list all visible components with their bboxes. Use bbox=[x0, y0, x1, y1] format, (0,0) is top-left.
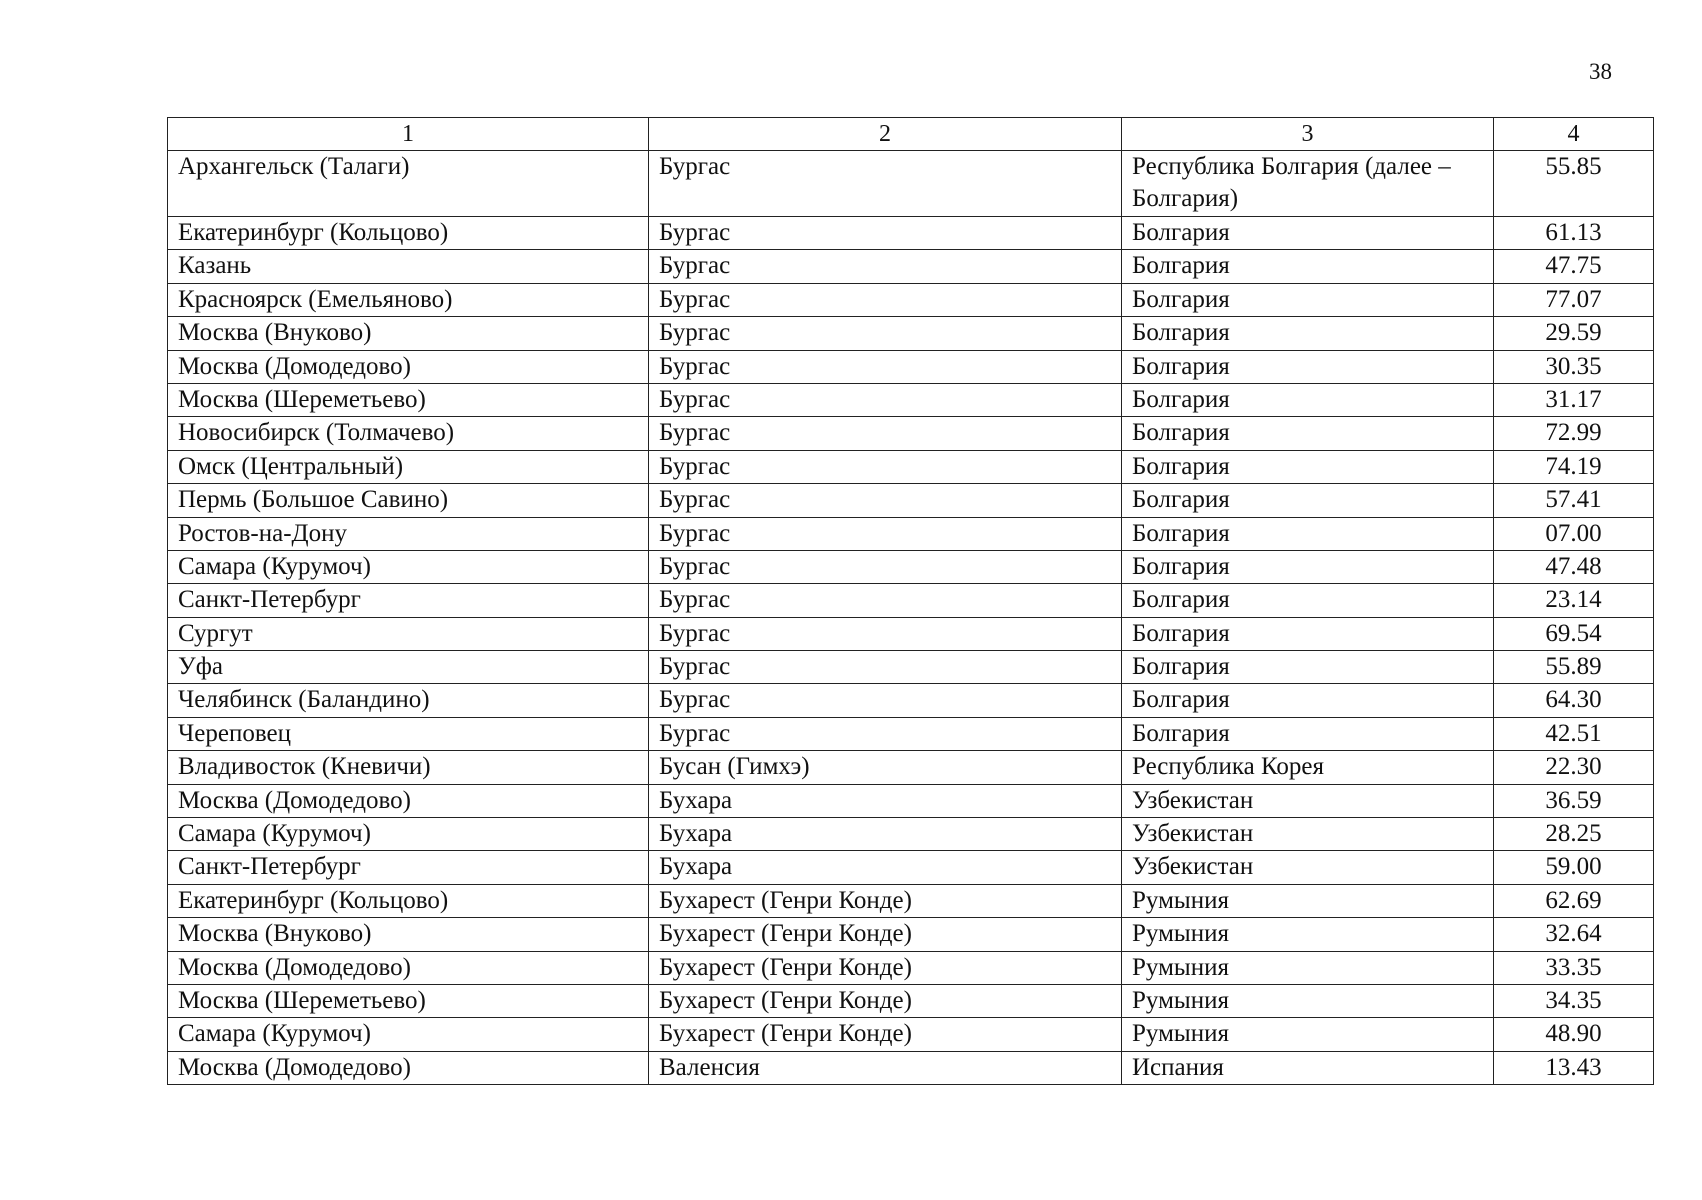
table-row bbox=[168, 651, 1654, 684]
table-row bbox=[168, 684, 1654, 717]
departure-cell: Екатеринбург (Кольцово) bbox=[168, 884, 649, 917]
value-cell: 36.59 bbox=[1494, 784, 1654, 817]
destination-cell: Бургас bbox=[649, 217, 1122, 250]
country-cell: Болгария bbox=[1122, 717, 1494, 750]
destination-cell: Бухара bbox=[649, 851, 1122, 884]
destination-cell: Бусан (Гимхэ) bbox=[649, 751, 1122, 784]
departure-cell: Москва (Домодедово) bbox=[168, 784, 649, 817]
value-cell: 42.51 bbox=[1494, 717, 1654, 750]
country-cell: Республика Корея bbox=[1122, 751, 1494, 784]
table-row bbox=[168, 484, 1654, 517]
value-cell: 61.13 bbox=[1494, 217, 1654, 250]
table-header bbox=[168, 118, 1654, 151]
departure-cell: Москва (Внуково) bbox=[168, 918, 649, 951]
column-header-2: 2 bbox=[649, 118, 1122, 151]
value-cell: 30.35 bbox=[1494, 350, 1654, 383]
destination-cell: Бургас bbox=[649, 317, 1122, 350]
destination-cell: Бухара bbox=[649, 818, 1122, 851]
departure-cell: Сургут bbox=[168, 617, 649, 650]
destination-cell: Бургас bbox=[649, 450, 1122, 483]
table-row bbox=[168, 517, 1654, 550]
destination-cell: Бухарест (Генри Конде) bbox=[649, 984, 1122, 1017]
country-cell: Болгария bbox=[1122, 350, 1494, 383]
value-cell: 77.07 bbox=[1494, 283, 1654, 316]
departure-cell: Самара (Курумоч) bbox=[168, 818, 649, 851]
departure-cell: Казань bbox=[168, 250, 649, 283]
destination-cell: Валенсия bbox=[649, 1051, 1122, 1084]
table-row bbox=[168, 1051, 1654, 1084]
departure-cell: Омск (Центральный) bbox=[168, 450, 649, 483]
value-cell: 22.30 bbox=[1494, 751, 1654, 784]
destination-cell: Бургас bbox=[649, 484, 1122, 517]
country-cell: Республика Болгария (далее – Болгария) bbox=[1122, 151, 1494, 217]
country-cell: Румыния bbox=[1122, 1018, 1494, 1051]
value-cell: 69.54 bbox=[1494, 617, 1654, 650]
value-cell: 59.00 bbox=[1494, 851, 1654, 884]
value-cell: 47.75 bbox=[1494, 250, 1654, 283]
departure-cell: Красноярск (Емельяново) bbox=[168, 283, 649, 316]
country-cell: Узбекистан bbox=[1122, 851, 1494, 884]
table-row bbox=[168, 350, 1654, 383]
table-row bbox=[168, 784, 1654, 817]
country-cell: Болгария bbox=[1122, 217, 1494, 250]
destination-cell: Бургас bbox=[649, 684, 1122, 717]
table-row bbox=[168, 617, 1654, 650]
departure-cell: Москва (Домодедово) bbox=[168, 1051, 649, 1084]
destination-cell: Бургас bbox=[649, 417, 1122, 450]
country-cell: Болгария bbox=[1122, 383, 1494, 416]
column-header-4: 4 bbox=[1494, 118, 1654, 151]
table-row bbox=[168, 250, 1654, 283]
departure-cell: Ростов-на-Дону bbox=[168, 517, 649, 550]
header-row bbox=[168, 118, 1654, 151]
country-cell: Болгария bbox=[1122, 517, 1494, 550]
value-cell: 55.85 bbox=[1494, 151, 1654, 217]
departure-cell: Екатеринбург (Кольцово) bbox=[168, 217, 649, 250]
table-row bbox=[168, 584, 1654, 617]
table-row bbox=[168, 751, 1654, 784]
destination-cell: Бургас bbox=[649, 350, 1122, 383]
value-cell: 32.64 bbox=[1494, 918, 1654, 951]
country-cell: Болгария bbox=[1122, 417, 1494, 450]
departure-cell: Новосибирск (Толмачево) bbox=[168, 417, 649, 450]
table-row bbox=[168, 1018, 1654, 1051]
destination-cell: Бухара bbox=[649, 784, 1122, 817]
country-cell: Испания bbox=[1122, 1051, 1494, 1084]
destination-cell: Бургас bbox=[649, 617, 1122, 650]
value-cell: 64.30 bbox=[1494, 684, 1654, 717]
value-cell: 62.69 bbox=[1494, 884, 1654, 917]
table-row bbox=[168, 851, 1654, 884]
country-cell: Болгария bbox=[1122, 484, 1494, 517]
table-row bbox=[168, 884, 1654, 917]
destination-cell: Бургас bbox=[649, 250, 1122, 283]
table-row bbox=[168, 317, 1654, 350]
table-row bbox=[168, 450, 1654, 483]
destination-cell: Бургас bbox=[649, 550, 1122, 583]
table-row bbox=[168, 283, 1654, 316]
departure-cell: Москва (Внуково) bbox=[168, 317, 649, 350]
table-body bbox=[168, 151, 1654, 1085]
data-table bbox=[167, 117, 1654, 1085]
departure-cell: Москва (Шереметьево) bbox=[168, 383, 649, 416]
country-cell: Болгария bbox=[1122, 617, 1494, 650]
value-cell: 57.41 bbox=[1494, 484, 1654, 517]
departure-cell: Москва (Домодедово) bbox=[168, 350, 649, 383]
country-cell: Узбекистан bbox=[1122, 818, 1494, 851]
value-cell: 28.25 bbox=[1494, 818, 1654, 851]
table-row bbox=[168, 217, 1654, 250]
destination-cell: Бухарест (Генри Конде) bbox=[649, 884, 1122, 917]
value-cell: 23.14 bbox=[1494, 584, 1654, 617]
departure-cell: Самара (Курумоч) bbox=[168, 550, 649, 583]
destination-cell: Бургас bbox=[649, 383, 1122, 416]
table-row bbox=[168, 717, 1654, 750]
destination-cell: Бургас bbox=[649, 651, 1122, 684]
value-cell: 29.59 bbox=[1494, 317, 1654, 350]
value-cell: 47.48 bbox=[1494, 550, 1654, 583]
destination-cell: Бухарест (Генри Конде) bbox=[649, 951, 1122, 984]
departure-cell: Самара (Курумоч) bbox=[168, 1018, 649, 1051]
column-header-1: 1 bbox=[168, 118, 649, 151]
column-header-3: 3 bbox=[1122, 118, 1494, 151]
country-cell: Румыния bbox=[1122, 918, 1494, 951]
departure-cell: Челябинск (Баландино) bbox=[168, 684, 649, 717]
departure-cell: Москва (Домодедово) bbox=[168, 951, 649, 984]
value-cell: 13.43 bbox=[1494, 1051, 1654, 1084]
table-row bbox=[168, 984, 1654, 1017]
country-cell: Болгария bbox=[1122, 250, 1494, 283]
country-cell: Узбекистан bbox=[1122, 784, 1494, 817]
value-cell: 07.00 bbox=[1494, 517, 1654, 550]
table-row bbox=[168, 417, 1654, 450]
country-cell: Румыния bbox=[1122, 984, 1494, 1017]
value-cell: 33.35 bbox=[1494, 951, 1654, 984]
country-cell: Болгария bbox=[1122, 584, 1494, 617]
destination-cell: Бухарест (Генри Конде) bbox=[649, 1018, 1122, 1051]
departure-cell: Архангельск (Талаги) bbox=[168, 151, 649, 217]
departure-cell: Пермь (Большое Савино) bbox=[168, 484, 649, 517]
value-cell: 74.19 bbox=[1494, 450, 1654, 483]
destination-cell: Бургас bbox=[649, 517, 1122, 550]
page-number: 38 bbox=[1589, 59, 1612, 84]
departure-cell: Владивосток (Кневичи) bbox=[168, 751, 649, 784]
table-row bbox=[168, 951, 1654, 984]
country-cell: Болгария bbox=[1122, 450, 1494, 483]
table-row bbox=[168, 383, 1654, 416]
table-row bbox=[168, 550, 1654, 583]
country-cell: Болгария bbox=[1122, 283, 1494, 316]
destination-cell: Бургас bbox=[649, 717, 1122, 750]
destination-cell: Бургас bbox=[649, 151, 1122, 217]
country-cell: Болгария bbox=[1122, 651, 1494, 684]
destination-cell: Бургас bbox=[649, 584, 1122, 617]
country-cell: Румыния bbox=[1122, 951, 1494, 984]
country-cell: Румыния bbox=[1122, 884, 1494, 917]
table-row bbox=[168, 151, 1654, 217]
table-row bbox=[168, 818, 1654, 851]
departure-cell: Череповец bbox=[168, 717, 649, 750]
table-row bbox=[168, 918, 1654, 951]
departure-cell: Санкт-Петербург bbox=[168, 584, 649, 617]
departure-cell: Санкт-Петербург bbox=[168, 851, 649, 884]
departure-cell: Уфа bbox=[168, 651, 649, 684]
value-cell: 72.99 bbox=[1494, 417, 1654, 450]
country-cell: Болгария bbox=[1122, 684, 1494, 717]
destination-cell: Бургас bbox=[649, 283, 1122, 316]
country-cell: Болгария bbox=[1122, 317, 1494, 350]
value-cell: 55.89 bbox=[1494, 651, 1654, 684]
value-cell: 31.17 bbox=[1494, 383, 1654, 416]
departure-cell: Москва (Шереметьево) bbox=[168, 984, 649, 1017]
destination-cell: Бухарест (Генри Конде) bbox=[649, 918, 1122, 951]
value-cell: 48.90 bbox=[1494, 1018, 1654, 1051]
value-cell: 34.35 bbox=[1494, 984, 1654, 1017]
country-cell: Болгария bbox=[1122, 550, 1494, 583]
